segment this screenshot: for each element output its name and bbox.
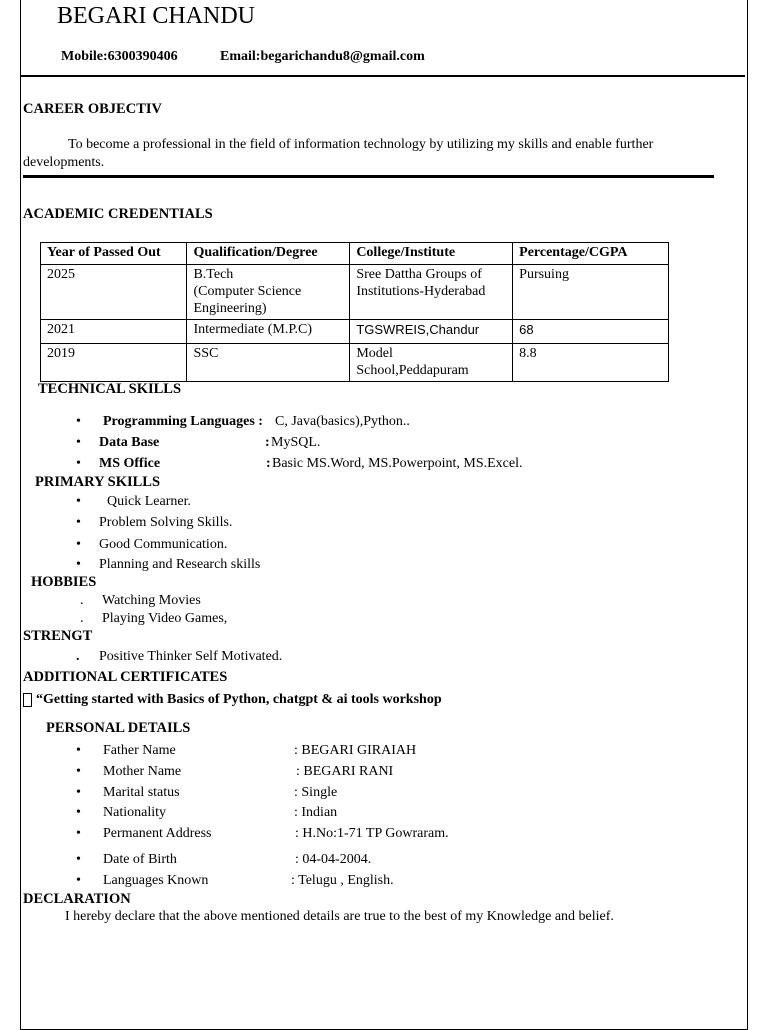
column-header: College/Institute [350,243,513,265]
bullet-icon: • [76,557,81,572]
strength-heading: STRENGT [23,628,93,644]
bullet-icon: • [76,537,81,552]
detail-value: : Single [294,785,338,800]
detail-value: : Indian [294,805,338,820]
technical-skills-heading: TECHNICAL SKILLS [38,381,182,397]
career-objective-heading: CAREER OBJECTIV [23,101,162,117]
table-cell: Intermediate (M.P.C) [187,320,350,344]
academic-table [40,242,669,382]
tech-skill-value: C, Java(basics),Python.. [275,414,410,429]
table-cell: Sree Dattha Groups of Institutions-Hyderabad [350,265,513,320]
certificates-heading: ADDITIONAL CERTIFICATES [23,669,228,685]
detail-value: : H.No:1-71 TP Gowraram. [295,826,449,841]
list-item: Problem Solving Skills. [99,515,233,530]
table-cell: 2021 [41,320,187,344]
detail-label: Date of Birth [103,852,177,867]
dot-marker: . [80,611,84,626]
list-item: Playing Video Games, [102,611,228,626]
table-row [41,265,669,320]
email-address: Email:begarichandu8@gmail.com [220,49,425,64]
bullet-icon: • [76,873,81,888]
column-header: Qualification/Degree [187,243,350,265]
bullet-icon: • [76,435,81,450]
detail-label: Languages Known [103,873,209,888]
tech-skill-value: Basic MS.Word, MS.Powerpoint, MS.Excel. [272,456,523,471]
table-cell: 2025 [41,265,187,320]
tech-skill-label: Programming Languages : [103,414,263,429]
section-divider [23,175,714,178]
bullet-icon: • [76,494,81,509]
mobile-number: Mobile:6300390406 [61,49,178,64]
table-cell: 8.8 [513,344,669,382]
table-cell: 68 [513,320,669,344]
list-item: Good Communication. [99,537,228,552]
table-cell: SSC [187,344,350,382]
bullet-icon: • [76,515,81,530]
personal-details-heading: PERSONAL DETAILS [46,720,191,736]
career-objective-text: To become a professional in the field of information technology by utilizing my skills and enable further developments. [23,137,654,170]
table-cell: 2019 [41,344,187,382]
bullet-icon: • [76,852,81,867]
detail-value: : 04-04-2004. [295,852,372,867]
table-row [41,344,669,382]
dot-marker: . [76,649,80,664]
certificate-item: “Getting started with Basics of Python, chatgpt & ai tools workshop [36,692,442,707]
hobbies-heading: HOBBIES [31,574,97,590]
declaration-heading: DECLARATION [23,891,131,907]
bullet-icon: • [76,764,81,779]
detail-value: : BEGARI RANI [296,764,394,779]
detail-value: : Telugu , English. [291,873,394,888]
bullet-icon: • [76,414,81,429]
tech-skill-separator: : [265,435,270,450]
list-item: Planning and Research skills [99,557,261,572]
column-header: Year of Passed Out [41,243,187,265]
bullet-icon: • [76,456,81,471]
tech-skill-separator: : [266,456,271,471]
detail-value: : BEGARI GIRAIAH [294,743,417,758]
list-item: Quick Learner. [107,494,191,509]
bullet-icon: • [76,826,81,841]
dot-marker: . [80,593,84,608]
candidate-name: BEGARI CHANDU [57,3,255,29]
tech-skill-label: MS Office [99,456,161,471]
header-divider [20,75,745,77]
declaration-text: I hereby declare that the above mentioned details are true to the best of my Knowledge and belief. [65,909,614,924]
detail-label: Mother Name [103,764,182,779]
tech-skill-label: Data Base [99,435,160,450]
bullet-icon: • [76,743,81,758]
detail-label: Father Name [103,743,176,758]
bullet-icon: • [76,785,81,800]
primary-skills-heading: PRIMARY SKILLS [35,474,161,490]
table-cell: Model School,Peddapuram [350,344,513,382]
table-cell: TGSWREIS,Chandur [350,320,513,344]
column-header: Percentage/CGPA [513,243,669,265]
table-cell: B.Tech (Computer Science Engineering) [187,265,350,320]
missing-glyph-icon [23,693,32,707]
table-header-row [41,243,669,265]
table-cell: Pursuing [513,265,669,320]
list-item: Watching Movies [102,593,201,608]
table-row [41,320,669,344]
list-item: Positive Thinker Self Motivated. [99,649,283,664]
detail-label: Nationality [103,805,166,820]
academic-heading: ACADEMIC CREDENTIALS [23,206,213,222]
bullet-icon: • [76,805,81,820]
tech-skill-value: MySQL. [271,435,321,450]
detail-label: Permanent Address [103,826,212,841]
detail-label: Marital status [103,785,180,800]
